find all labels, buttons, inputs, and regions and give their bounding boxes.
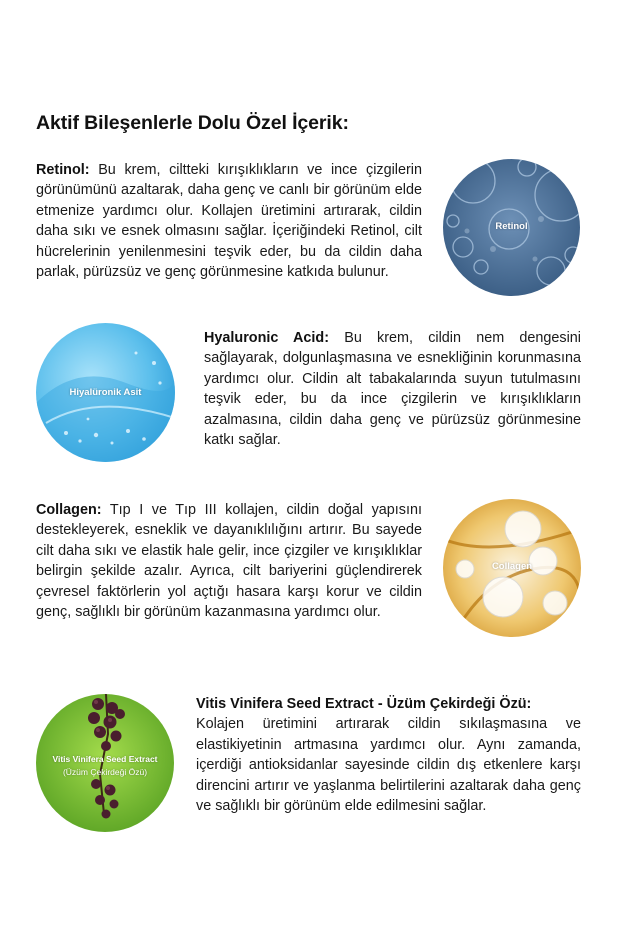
grape-seed-paragraph [196,694,581,816]
collagen-text: Tıp I ve Tıp III kollajen, cildin doğal yapısını destekleyerek, esneklik ve dayanıklılığını artırır. Bu sayede cilt daha sıkı ve elastik hale gelir, ince çizgiler ve kırışıklıklar belirgin şekilde azalır. Ayrıca, cilt bariyerini güçlendirerek çevresel faktörlerin yol açtığı hasara karşı korur ve cildin genç, sağlıklı bir görünüm kazanmasına yardımcı olur. [36,502,422,621]
grape-seed-image-sublabel: (Üzüm Çekirdeği Özü) [62,767,148,777]
grape-seed-heading: Vitis Vinifera Seed Extract - Üzüm Çekirdeği Özü: [196,696,532,712]
grape-seed-image-label: Vitis Vinifera Seed Extract [52,754,158,764]
page-title: Aktif Bileşenlerle Dolu Özel İçerik: [36,112,349,134]
collagen-heading: Collagen: [36,502,102,518]
retinol-image [443,159,580,296]
retinol-heading: Retinol: [36,162,90,178]
grape-seed-image [36,694,174,832]
hyaluronic-paragraph [204,328,581,450]
hyaluronic-acid-image [36,323,175,462]
grape-seed-text: Kolajen üretimini artırarak cildin sıkılaşmasına ve elastikiyetinin artmasına yardımcı olur. Aynı zamanda, içerdiği antioksidanlar sayesinde cildin dış etkenlere karşı direncini artırır ve yaşlanma belirtilerini azaltarak daha genç ve sağlıklı bir görünüm elde edilmesini sağlar. [196,716,581,815]
collagen-image [443,499,581,637]
retinol-text: Bu krem, ciltteki kırışıklıkların ve ince çizgilerin görünümünü azaltarak, daha genç ve canlı bir görünüm elde etmenize yardımcı olur. Kollajen üretimini artırarak, cildin daha sıkı ve esnek olmasını sağlar. İçeriğindeki Retinol, cilt hücrelerinin yenilenmesini teşvik eder, bu da cildin daha parlak, pürüzsüz ve genç görünmesine katkıda bulunur. [36,162,422,281]
collagen-image-label: Collagen [491,561,533,572]
retinol-paragraph [36,160,422,282]
retinol-image-label: Retinol [495,221,528,232]
hyaluronic-heading: Hyaluronic Acid: [204,330,330,346]
collagen-paragraph [36,500,422,622]
hyaluronic-acid-image-label: Hiyalüronik Asit [69,387,142,398]
hyaluronic-text: Bu krem, cildin nem dengesini sağlayarak, dolgunlaşmasına ve esnekliğinin korunmasına yardımcı olur. Cildin alt tabakalarında suyun tutulmasını teşvik eder, bu da ince çizgilerin ve kırışıklıkların azalmasına, cildin daha genç ve pürüzsüz görünmesine katkı sağlar. [204,330,581,449]
